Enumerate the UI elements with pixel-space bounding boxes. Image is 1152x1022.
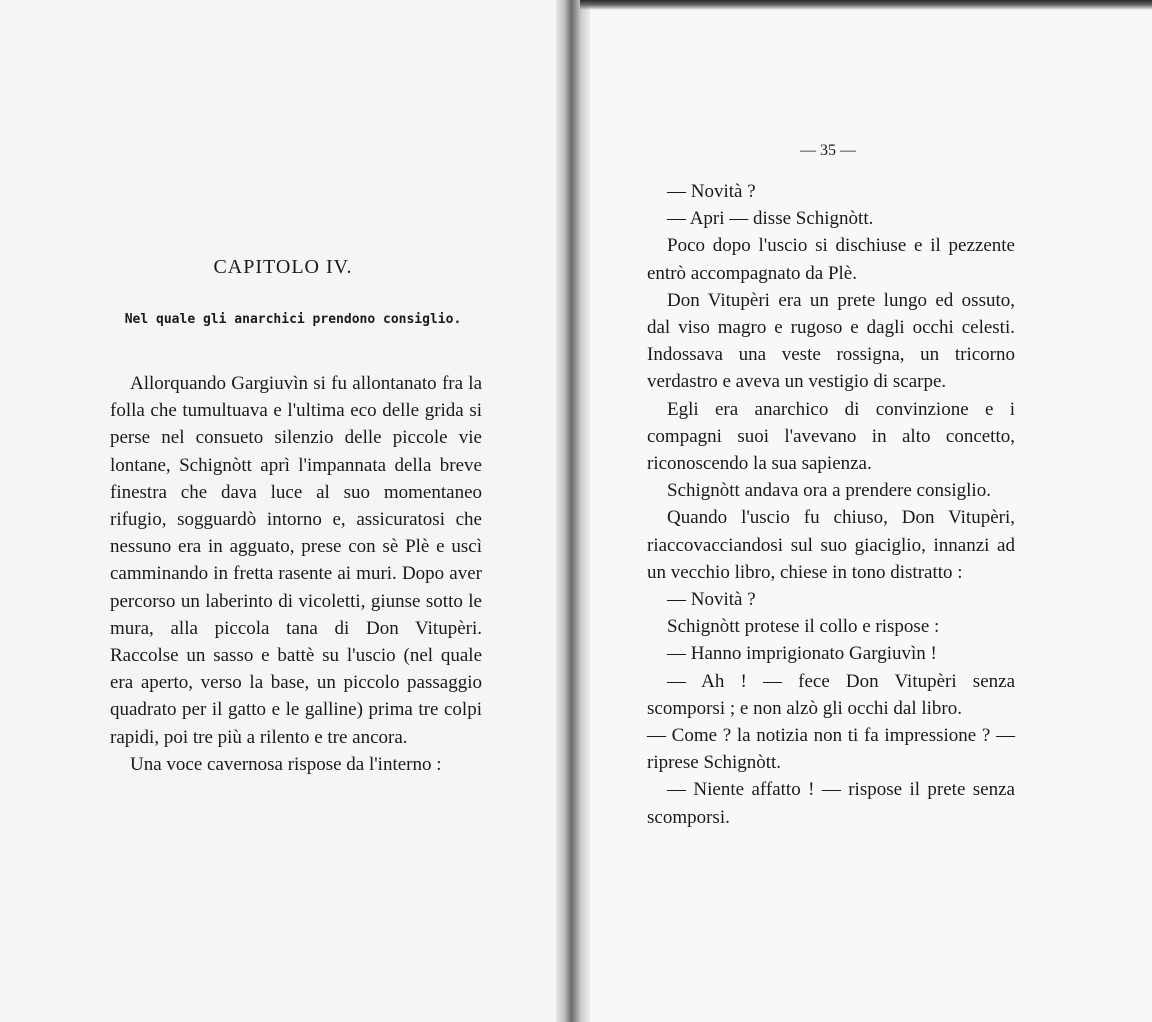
paragraph: Schignòtt andava ora a prendere consiglio. xyxy=(667,480,991,502)
paragraph: Quando l'uscio fu chiuso, Don Vitupèri, riaccovacciandosi sul suo giaciglio, innanzi ad un vecchio libro, chiese in tono distratto : xyxy=(647,507,1015,583)
paragraph: Poco dopo l'uscio si dischiuse e il pezzente entrò accompagnato da Plè. xyxy=(647,235,1015,284)
paragraph: — Niente affatto ! — rispose il prete senza scomporsi. xyxy=(647,779,1015,828)
paragraph: — Hanno imprigionato Gargiuvìn ! xyxy=(667,643,937,665)
paragraph: — Ah ! — fece Don Vitupèri senza scomporsi ; e non alzò gli occhi dal libro. xyxy=(647,670,1015,719)
paragraph: Don Vitupèri era un prete lungo ed ossuto, dal viso magro e rugoso e dagli occhi celesti. Indossava una veste rossigna, un tricorno verdastro e aveva un vestigio di scarpe. xyxy=(647,289,1015,393)
chapter-title: CAPITOLO IV. xyxy=(213,256,353,278)
right-body-text xyxy=(647,178,1015,831)
paragraph: — Come ? la notizia non ti fa impressione ? — riprese Schignòtt. xyxy=(647,725,1015,774)
paragraph: Allorquando Gargiuvìn si fu allontanato fra la folla che tumultuava e l'ultima eco delle grida si perse nel consueto silenzio delle piccole vie lontane, Schignòtt aprì l'impannata della breve finestra che dava luce al suo momentaneo rifugio, sogguardò intorno e, assicuratosi che nessuno era in agguato, prese con sè Plè e uscì camminando in fretta rasente ai muri. Dopo aver percorso un laberinto di vicoletti, giunse sotto le mura, alla piccola tana di Don Vitupèri. Raccolse un sasso e battè su l'uscio (nel quale era aperto, verso la base, un piccolo passaggio quadrato per il gatto e le galline) prima tre colpi rapidi, poi tre più a rilento e tre ancora. xyxy=(110,373,482,748)
paragraph: — Novità ? xyxy=(667,589,756,611)
page-number: — 35 — xyxy=(800,142,856,159)
paragraph: Egli era anarchico di convinzione e i compagni suoi l'avevano in alto concetto, riconoscendo la sua sapienza. xyxy=(647,398,1015,475)
paragraph: — Novità ? xyxy=(667,181,756,202)
paragraph: Schignòtt protese il collo e rispose : xyxy=(667,616,940,638)
chapter-subtitle: Nel quale gli anarchici prendono consiglio. xyxy=(124,312,462,327)
paragraph: — Apri — disse Schignòtt. xyxy=(667,208,874,230)
page-top-edge xyxy=(580,0,1152,10)
left-body-text xyxy=(110,370,482,778)
paragraph: Una voce cavernosa rispose da l'interno : xyxy=(130,753,442,775)
book-gutter xyxy=(556,0,590,1022)
